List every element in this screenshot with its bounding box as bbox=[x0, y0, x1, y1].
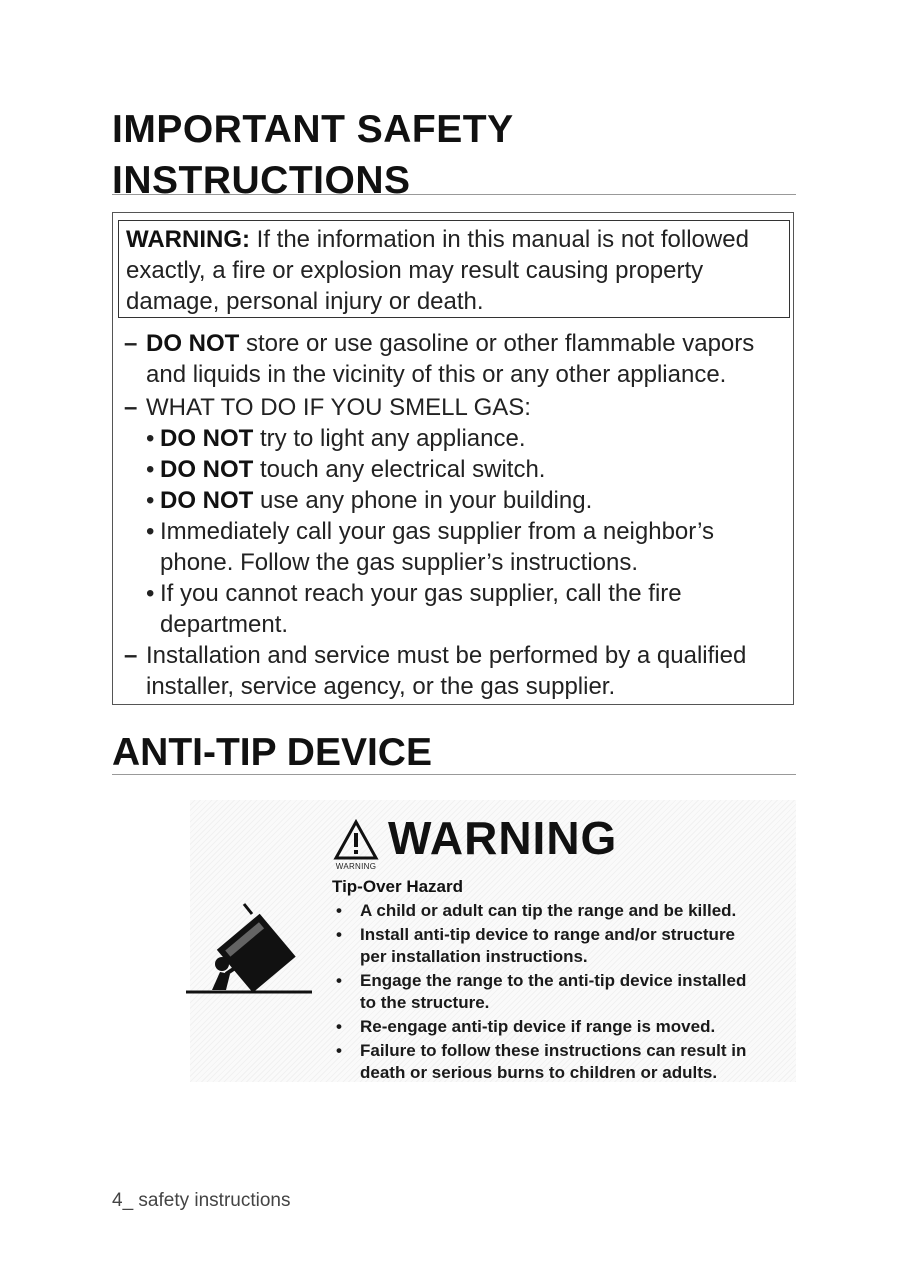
section-title-anti-tip: ANTI-TIP DEVICE bbox=[112, 731, 432, 774]
item3-line2: installer, service agency, or the gas supplier. bbox=[146, 673, 616, 700]
sub3-text: use any phone in your building. bbox=[253, 487, 593, 514]
hazard-b2-line2: per installation instructions. bbox=[360, 947, 588, 966]
footer-section-name: safety instructions bbox=[133, 1190, 291, 1211]
warning-label: WARNING: bbox=[126, 226, 250, 253]
hazard-b4: Re-engage anti-tip device if range is moved. bbox=[360, 1017, 716, 1036]
sub5-line1: If you cannot reach your gas supplier, call the fire bbox=[160, 580, 682, 607]
item2-text: WHAT TO DO IF YOU SMELL GAS: bbox=[146, 394, 531, 421]
section-divider bbox=[112, 774, 796, 775]
warning-text-line3: damage, personal injury or death. bbox=[126, 288, 484, 315]
tip-over-pictogram-icon bbox=[186, 900, 314, 996]
warning-paragraph bbox=[126, 224, 786, 317]
warning-heading: WARNING bbox=[388, 812, 618, 864]
do-not-label: DO NOT bbox=[160, 487, 254, 514]
sub4-line1: Immediately call your gas supplier from a neighbor’s bbox=[160, 518, 715, 545]
triangle-caption: WARNING bbox=[335, 862, 377, 871]
dash-bullet: – bbox=[124, 330, 138, 357]
do-not-label: DO NOT bbox=[146, 330, 240, 357]
warning-text-line2: exactly, a fire or explosion may result causing property bbox=[126, 257, 704, 284]
page-footer bbox=[112, 1190, 290, 1212]
warning-triangle-icon bbox=[332, 818, 380, 862]
dot-bullet: • bbox=[146, 425, 155, 452]
dash-bullet: – bbox=[124, 642, 138, 669]
do-not-label: DO NOT bbox=[160, 425, 254, 452]
item1-line1: store or use gasoline or other flammable vapors bbox=[239, 330, 755, 357]
item3-line1: Installation and service must be performed by a qualified bbox=[146, 642, 747, 669]
dot-bullet: • bbox=[336, 925, 342, 944]
dot-bullet: • bbox=[146, 518, 155, 545]
hazard-title: Tip-Over Hazard bbox=[332, 877, 464, 896]
dot-bullet: • bbox=[146, 456, 155, 483]
dot-bullet: • bbox=[146, 580, 155, 607]
do-not-label: DO NOT bbox=[160, 456, 254, 483]
item1-line2: and liquids in the vicinity of this or any other appliance. bbox=[146, 361, 727, 388]
hazard-b5-line1: Failure to follow these instructions can result in bbox=[360, 1041, 747, 1060]
hazard-b3-line1: Engage the range to the anti-tip device installed bbox=[360, 971, 747, 990]
title-divider bbox=[112, 194, 796, 195]
page-title bbox=[112, 104, 514, 206]
hazard-b5-line2: death or serious burns to children or adults. bbox=[360, 1063, 718, 1082]
dot-bullet: • bbox=[336, 1041, 342, 1060]
hazard-b2-line1: Install anti-tip device to range and/or structure bbox=[360, 925, 736, 944]
page-title-line2: INSTRUCTIONS bbox=[112, 159, 411, 202]
dot-bullet: • bbox=[336, 1017, 342, 1036]
dot-bullet: • bbox=[336, 971, 342, 990]
sub5-line2: department. bbox=[160, 611, 289, 638]
warning-text-line1: If the information in this manual is not followed bbox=[249, 226, 749, 253]
dash-bullet: – bbox=[124, 394, 138, 421]
hazard-b1: A child or adult can tip the range and be killed. bbox=[360, 901, 737, 920]
sub4-line2: phone. Follow the gas supplier’s instructions. bbox=[160, 549, 639, 576]
page-number: 4_ bbox=[112, 1190, 134, 1211]
dot-bullet: • bbox=[146, 487, 155, 514]
hazard-b3-line2: to the structure. bbox=[360, 993, 490, 1012]
sub1-text: try to light any appliance. bbox=[253, 425, 526, 452]
sub2-text: touch any electrical switch. bbox=[253, 456, 546, 483]
dot-bullet: • bbox=[336, 901, 342, 920]
page-title-line1: IMPORTANT SAFETY bbox=[112, 108, 514, 151]
